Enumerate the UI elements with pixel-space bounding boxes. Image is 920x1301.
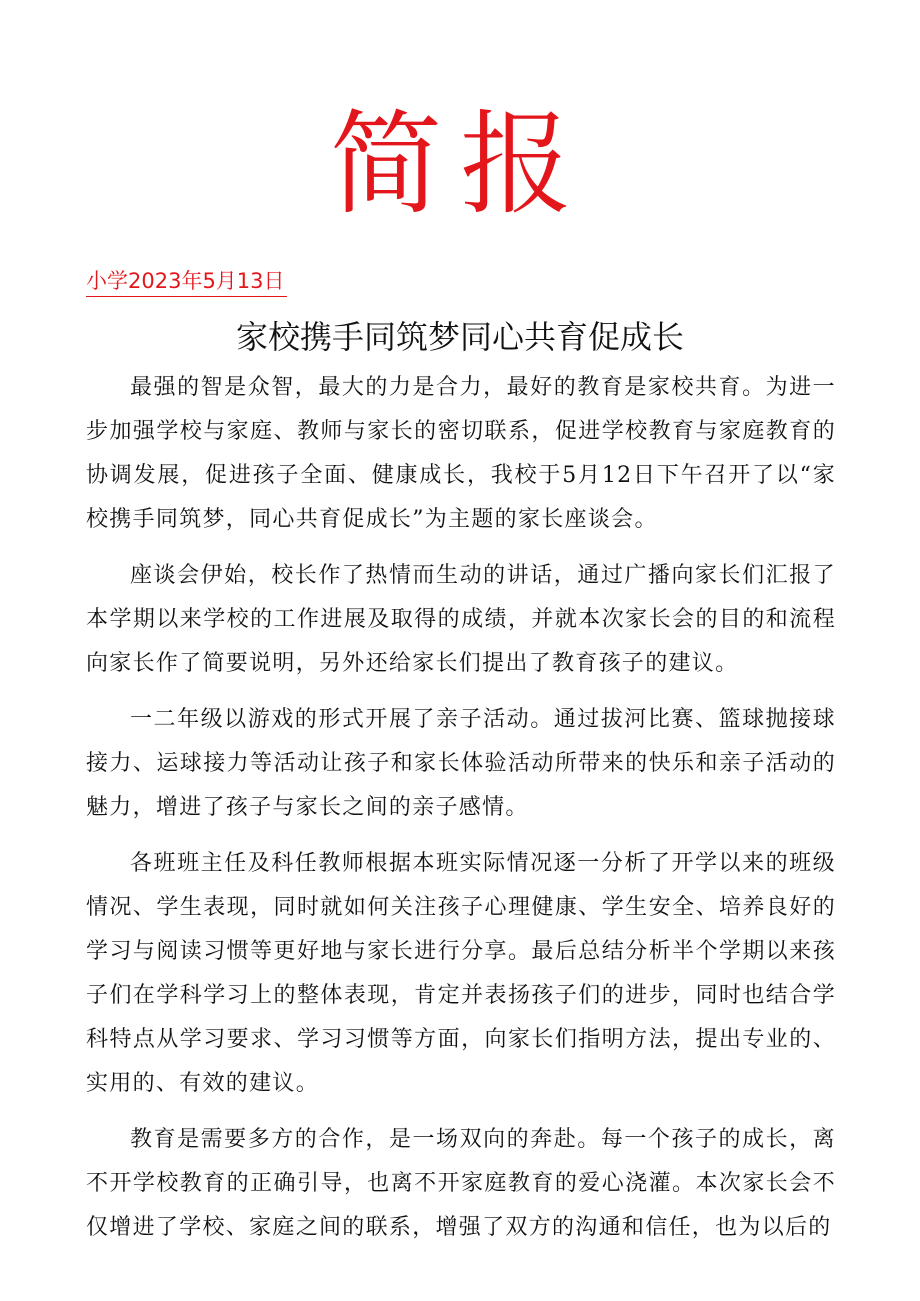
- paragraph: 教育是需要多方的合作，是一场双向的奔赴。每一个孩子的成长，离不开学校教育的正确引导，也离不开家庭教育的爱心浇灌。本次家长会不仅增进了学校、家庭之间的联系，增强了双方的沟通和信任，也为以后的: [86, 1127, 836, 1240]
- masthead-title: 简报: [330, 100, 590, 230]
- paragraph: 一二年级以游戏的形式开展了亲子活动。通过拔河比赛、篮球抛接球接力、运球接力等活动让孩子和家长体验活动所带来的快乐和亲子活动的魅力，增进了孩子与家长之间的亲子感情。: [86, 707, 836, 820]
- paragraph: 最强的智是众智，最大的力是合力，最好的教育是家校共育。为进一步加强学校与家庭、教师与家长的密切联系，促进学校教育与家庭教育的协调发展，促进孩子全面、健康成长，我校于5月12日下午召开了以“家校携手同筑梦，同心共育促成长”为主题的家长座谈会。: [86, 375, 836, 532]
- dateline: 小学2023年5月13日: [86, 266, 287, 297]
- article-headline: 家校携手同筑梦同心共育促成长: [235, 318, 684, 356]
- paragraph: 座谈会伊始，校长作了热情而生动的讲话，通过广播向家长们汇报了本学期以来学校的工作进展及取得的成绩，并就本次家长会的目的和流程向家长作了简要说明，另外还给家长们提出了教育孩子的建议。: [86, 563, 836, 676]
- article-body: [86, 366, 836, 1262]
- paragraph: 各班班主任及科任教师根据本班实际情况逐一分析了开学以来的班级情况、学生表现，同时就如何关注孩子心理健康、学生安全、培养良好的学习与阅读习惯等更好地与家长进行分享。最后总结分析半个学期以来孩子们在学科学习上的整体表现，肯定并表扬孩子们的进步，同时也结合学科特点从学习要求、学习习惯等方面，向家长们指明方法，提出专业的、实用的、有效的建议。: [86, 851, 836, 1096]
